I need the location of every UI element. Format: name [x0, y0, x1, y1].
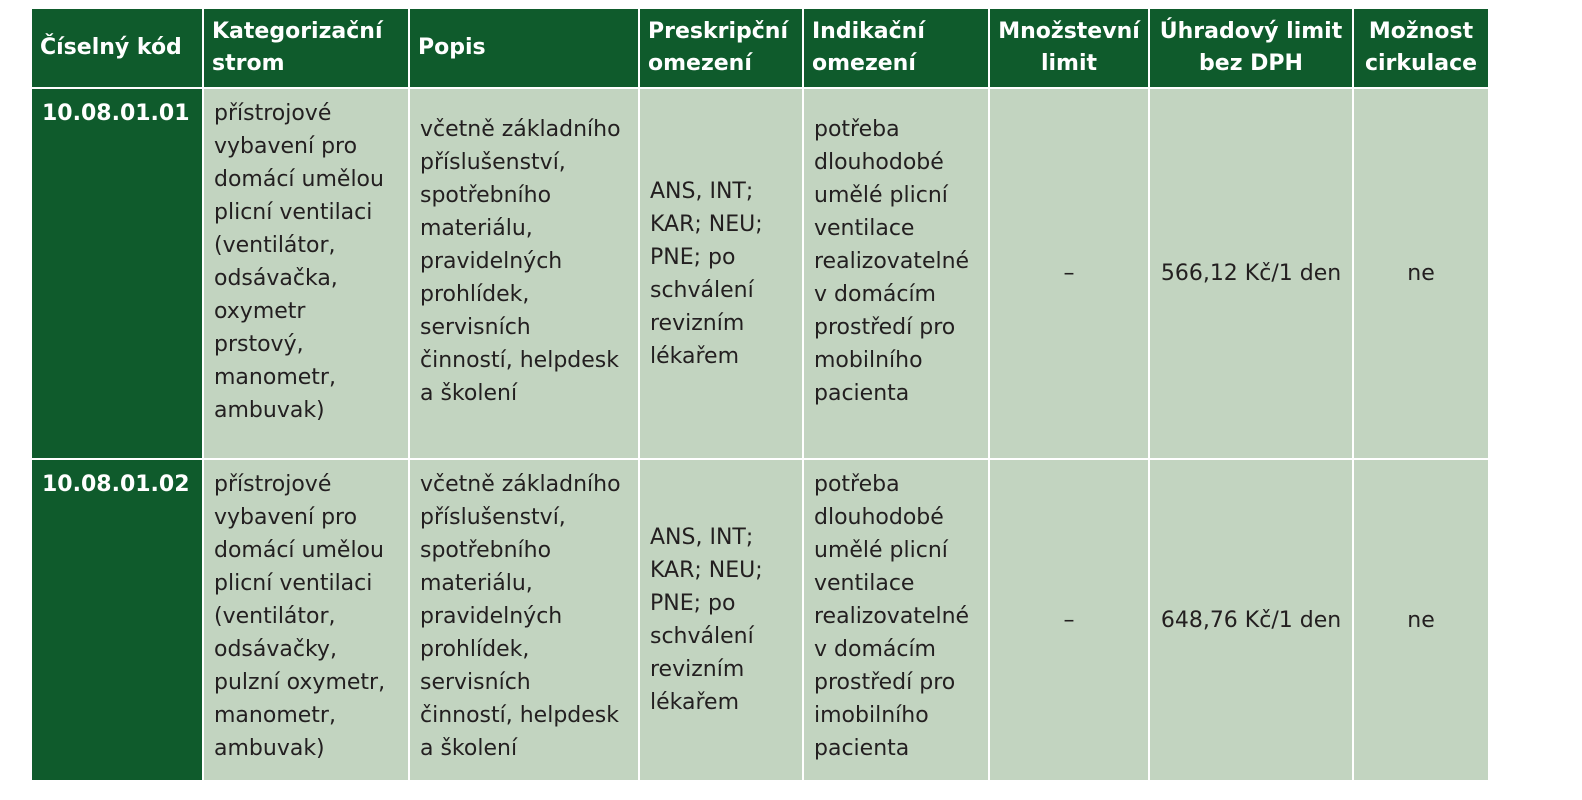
header-indication: Indikační omezení	[803, 8, 989, 88]
row-indication: potřeba dlouhodobé umělé plicní ventilace realizovatelné v domácím prostředí pro imobilního pacienta	[803, 459, 989, 781]
row-category: přístrojové vybavení pro domácí umělou plicní ventilaci (ventilátor, odsávačky, pulzní oxymetr, manometr, ambuvak)	[203, 459, 409, 781]
row-description: včetně základního příslušenství, spotřebního materiálu, pravidelných prohlídek, servisních činností, helpdesk a školení	[409, 459, 639, 781]
table-row	[31, 88, 1489, 459]
header-payment-limit: Úhradový limit bez DPH	[1149, 8, 1353, 88]
row-quantity-limit: –	[989, 88, 1149, 459]
row-quantity-limit: –	[989, 459, 1149, 781]
row-circulation: ne	[1353, 88, 1489, 459]
header-code: Číselný kód	[31, 8, 203, 88]
header-row	[31, 8, 1489, 88]
reimbursement-table	[30, 7, 1490, 782]
header-description: Popis	[409, 8, 639, 88]
row-category: přístrojové vybavení pro domácí umělou plicní ventilaci (ventilátor, odsávačka, oxymetr prstový, manometr, ambuvak)	[203, 88, 409, 459]
row-circulation: ne	[1353, 459, 1489, 781]
row-indication: potřeba dlouhodobé umělé plicní ventilace realizovatelné v domácím prostředí pro mobilního pacienta	[803, 88, 989, 459]
row-prescription: ANS, INT; KAR; NEU; PNE; po schválení revizním lékařem	[639, 459, 803, 781]
header-quantity-limit: Množstevní limit	[989, 8, 1149, 88]
header-circulation: Možnost cirkulace	[1353, 8, 1489, 88]
row-payment-limit: 566,12 Kč/1 den	[1149, 88, 1353, 459]
row-description: včetně základního příslušenství, spotřebního materiálu, pravidelných prohlídek, servisních činností, helpdesk a školení	[409, 88, 639, 459]
header-category: Kategorizační strom	[203, 8, 409, 88]
row-code: 10.08.01.02	[31, 459, 203, 781]
row-prescription: ANS, INT; KAR; NEU; PNE; po schválení revizním lékařem	[639, 88, 803, 459]
table-row	[31, 459, 1489, 781]
row-payment-limit: 648,76 Kč/1 den	[1149, 459, 1353, 781]
row-code: 10.08.01.01	[31, 88, 203, 459]
header-prescription: Preskripční omezení	[639, 8, 803, 88]
